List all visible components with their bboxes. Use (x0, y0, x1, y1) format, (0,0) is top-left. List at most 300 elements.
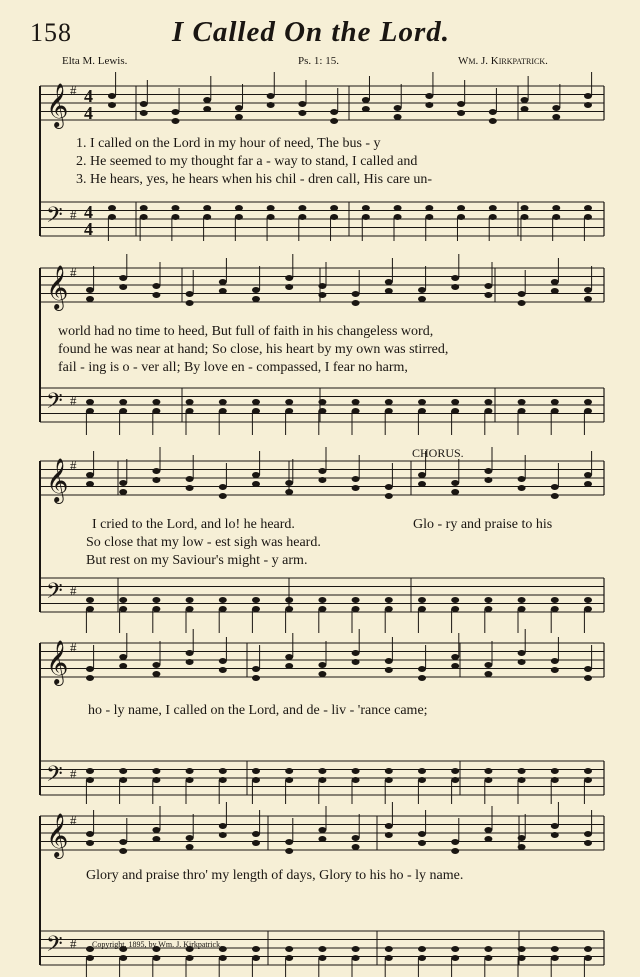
note-head (418, 481, 426, 487)
note-head (285, 275, 293, 281)
note-head (418, 777, 426, 783)
note-head (219, 484, 227, 490)
note-head (285, 654, 293, 660)
note-head (152, 408, 160, 414)
note-head (203, 214, 211, 220)
note-head (252, 597, 260, 603)
note-head (119, 284, 127, 290)
note-head (285, 663, 293, 669)
note-head (219, 823, 227, 829)
note-head (318, 836, 326, 842)
note-head (425, 93, 433, 99)
note-head (418, 768, 426, 774)
note-head (362, 97, 370, 103)
note-head (219, 768, 227, 774)
note-head (119, 839, 127, 845)
note-head (484, 408, 492, 414)
time-signature-digit: 4 (84, 219, 93, 239)
bass-clef: 𝄢 (46, 389, 63, 419)
note-head (418, 606, 426, 612)
note-head (285, 848, 293, 854)
note-head (86, 606, 94, 612)
note-head (385, 768, 393, 774)
note-head (418, 296, 426, 302)
note-head (518, 844, 526, 850)
note-head (551, 777, 559, 783)
note-head (252, 666, 260, 672)
note-head (584, 946, 592, 952)
note-head (385, 597, 393, 603)
note-head (285, 946, 293, 952)
sharp-sign: # (70, 583, 77, 598)
note-head (219, 493, 227, 499)
bass-clef: 𝄢 (46, 203, 63, 233)
note-head (152, 777, 160, 783)
note-head (584, 102, 592, 108)
note-head (186, 844, 194, 850)
note-head (219, 408, 227, 414)
note-head (318, 468, 326, 474)
time-signature-digit: 4 (84, 86, 93, 106)
note-head (584, 205, 592, 211)
note-head (484, 768, 492, 774)
note-head (584, 214, 592, 220)
note-head (484, 292, 492, 298)
note-head (385, 408, 393, 414)
note-head (551, 606, 559, 612)
note-head (152, 399, 160, 405)
note-head (584, 768, 592, 774)
note-head (352, 408, 360, 414)
note-head (457, 214, 465, 220)
treble-clef: 𝄞 (46, 813, 69, 857)
note-head (484, 955, 492, 961)
note-head (318, 671, 326, 677)
note-head (235, 105, 243, 111)
note-head (484, 777, 492, 783)
note-head (352, 659, 360, 665)
note-head (352, 606, 360, 612)
note-head (418, 472, 426, 478)
chorus-label: CHORUS. (412, 446, 464, 460)
note-head (584, 296, 592, 302)
note-head (171, 205, 179, 211)
note-head (518, 399, 526, 405)
note-head (352, 485, 360, 491)
note-head (518, 291, 526, 297)
note-head (252, 831, 260, 837)
note-head (518, 955, 526, 961)
note-head (518, 300, 526, 306)
note-head (285, 768, 293, 774)
note-head (119, 399, 127, 405)
note-head (252, 296, 260, 302)
note-head (186, 659, 194, 665)
note-head (285, 489, 293, 495)
note-head (119, 768, 127, 774)
note-head (552, 205, 560, 211)
chorus-line-2: ho - ly name, I called on the Lord, and de - liv - 'rance came; (88, 703, 428, 718)
note-head (252, 955, 260, 961)
verse-3-line-1: 3. He hears, yes, he hears when his chil - dren call, His care un- (76, 172, 433, 187)
sharp-sign: # (70, 766, 77, 781)
note-head (457, 101, 465, 107)
note-head (451, 480, 459, 486)
note-head (285, 606, 293, 612)
note-head (518, 606, 526, 612)
sharp-sign: # (70, 640, 77, 655)
note-head (219, 279, 227, 285)
note-head (186, 399, 194, 405)
note-head (385, 667, 393, 673)
note-head (119, 777, 127, 783)
note-head (451, 848, 459, 854)
note-head (252, 481, 260, 487)
note-head (352, 650, 360, 656)
sharp-sign: # (70, 936, 77, 951)
note-head (551, 493, 559, 499)
note-head (451, 597, 459, 603)
note-head (418, 408, 426, 414)
note-head (219, 667, 227, 673)
note-head (451, 606, 459, 612)
note-head (86, 840, 94, 846)
note-head (418, 840, 426, 846)
note-head (285, 284, 293, 290)
note-head (418, 399, 426, 405)
treble-clef: 𝄞 (46, 640, 69, 684)
note-head (362, 106, 370, 112)
note-head (119, 597, 127, 603)
note-head (219, 777, 227, 783)
note-head (86, 675, 94, 681)
note-head (298, 214, 306, 220)
note-head (235, 114, 243, 120)
note-head (252, 472, 260, 478)
note-head (352, 597, 360, 603)
note-head (451, 955, 459, 961)
note-head (86, 768, 94, 774)
note-head (551, 408, 559, 414)
note-head (584, 675, 592, 681)
note-head (552, 105, 560, 111)
note-head (484, 468, 492, 474)
note-head (318, 777, 326, 783)
note-head (418, 675, 426, 681)
note-head (119, 955, 127, 961)
note-head (385, 946, 393, 952)
note-head (551, 399, 559, 405)
note-head (352, 835, 360, 841)
note-head (552, 114, 560, 120)
note-head (86, 472, 94, 478)
time-signature-digit: 4 (84, 103, 93, 123)
sharp-sign: # (70, 813, 77, 828)
verse-3-line-2: fail - ing is o - ver all; By love en - compassed, I fear no harm, (58, 360, 408, 375)
note-head (108, 205, 116, 211)
note-head (484, 597, 492, 603)
note-head (385, 279, 393, 285)
note-head (457, 110, 465, 116)
note-head (152, 662, 160, 668)
note-head (484, 836, 492, 842)
note-head (108, 93, 116, 99)
note-head (86, 777, 94, 783)
note-head (219, 399, 227, 405)
note-head (489, 118, 497, 124)
note-head (484, 671, 492, 677)
note-head (551, 823, 559, 829)
note-head (119, 654, 127, 660)
note-head (489, 109, 497, 115)
note-head (152, 955, 160, 961)
note-head (484, 606, 492, 612)
note-head (171, 109, 179, 115)
verse-2-line-1: 2. He seemed to my thought far a - way to stand, I called and (76, 154, 418, 169)
note-head (551, 955, 559, 961)
note-head (457, 205, 465, 211)
note-head (318, 399, 326, 405)
note-head (484, 399, 492, 405)
note-head (119, 848, 127, 854)
note-head (394, 214, 402, 220)
note-head (108, 214, 116, 220)
note-head (489, 205, 497, 211)
note-head (186, 597, 194, 603)
note-head (518, 659, 526, 665)
note-head (186, 291, 194, 297)
note-head (418, 287, 426, 293)
note-head (489, 214, 497, 220)
note-head (484, 827, 492, 833)
note-head (318, 946, 326, 952)
note-head (518, 946, 526, 952)
note-head (518, 768, 526, 774)
note-head (219, 658, 227, 664)
scripture-reference: Ps. 1: 15. (298, 55, 339, 67)
note-head (521, 214, 529, 220)
note-head (285, 777, 293, 783)
time-signature-digit: 4 (84, 202, 93, 222)
note-head (518, 408, 526, 414)
note-head (385, 823, 393, 829)
note-head (86, 831, 94, 837)
note-head (551, 832, 559, 838)
verse-3-line-3: But rest on my Saviour's might - y arm. (86, 553, 308, 568)
note-head (298, 205, 306, 211)
note-head (551, 288, 559, 294)
note-head (318, 283, 326, 289)
note-head (318, 292, 326, 298)
note-head (152, 827, 160, 833)
sharp-sign: # (70, 458, 77, 473)
note-head (140, 214, 148, 220)
lyricist-credit: Elta M. Lewis. (62, 55, 128, 67)
verse-2-line-3: So close that my low - est sigh was heard. (86, 535, 321, 550)
note-head (394, 205, 402, 211)
page-number: 158 (30, 18, 72, 47)
treble-clef: 𝄞 (46, 265, 69, 309)
note-head (318, 955, 326, 961)
note-head (171, 214, 179, 220)
note-head (318, 597, 326, 603)
note-head (451, 946, 459, 952)
copyright-notice: Copyright, 1895, by Wm. J. Kirkpatrick. (92, 940, 223, 949)
note-head (86, 955, 94, 961)
note-head (235, 214, 243, 220)
note-head (584, 955, 592, 961)
note-head (451, 489, 459, 495)
note-head (551, 768, 559, 774)
note-head (330, 214, 338, 220)
note-head (584, 831, 592, 837)
note-head (451, 399, 459, 405)
note-head (418, 955, 426, 961)
note-head (552, 214, 560, 220)
note-head (418, 597, 426, 603)
note-head (484, 662, 492, 668)
note-head (86, 399, 94, 405)
note-head (267, 93, 275, 99)
note-head (219, 955, 227, 961)
note-head (518, 777, 526, 783)
sharp-sign: # (70, 83, 77, 98)
sharp-sign: # (70, 207, 77, 222)
note-head (235, 205, 243, 211)
note-head (140, 101, 148, 107)
note-head (252, 287, 260, 293)
note-head (267, 102, 275, 108)
verse-1-line-1: 1. I called on the Lord in my hour of need, The bus - y (76, 136, 381, 151)
note-head (186, 835, 194, 841)
note-head (152, 477, 160, 483)
note-head (518, 650, 526, 656)
note-head (584, 777, 592, 783)
note-head (385, 288, 393, 294)
note-head (252, 768, 260, 774)
note-head (86, 287, 94, 293)
note-head (152, 768, 160, 774)
chorus-line-1: Glo - ry and praise to his (413, 517, 553, 532)
note-head (186, 476, 194, 482)
note-head (418, 666, 426, 672)
note-head (451, 839, 459, 845)
note-head (86, 666, 94, 672)
note-head (518, 597, 526, 603)
note-head (252, 675, 260, 681)
note-head (521, 97, 529, 103)
note-head (584, 93, 592, 99)
note-head (584, 408, 592, 414)
note-head (119, 606, 127, 612)
note-head (267, 205, 275, 211)
note-head (285, 480, 293, 486)
note-head (584, 287, 592, 293)
note-head (352, 844, 360, 850)
note-head (394, 114, 402, 120)
note-head (451, 768, 459, 774)
note-head (352, 476, 360, 482)
note-head (451, 275, 459, 281)
note-head (219, 597, 227, 603)
note-head (152, 597, 160, 603)
note-head (285, 839, 293, 845)
note-head (285, 408, 293, 414)
note-head (203, 106, 211, 112)
note-head (362, 214, 370, 220)
note-head (518, 485, 526, 491)
note-head (203, 205, 211, 211)
note-head (285, 597, 293, 603)
note-head (267, 214, 275, 220)
note-head (186, 955, 194, 961)
note-head (484, 283, 492, 289)
hymn-title: I Called On the Lord. (172, 16, 450, 48)
note-head (352, 946, 360, 952)
note-head (330, 118, 338, 124)
note-head (385, 658, 393, 664)
note-head (352, 291, 360, 297)
note-head (451, 663, 459, 669)
note-head (171, 118, 179, 124)
note-head (330, 205, 338, 211)
note-head (584, 606, 592, 612)
note-head (418, 946, 426, 952)
note-head (186, 606, 194, 612)
note-head (584, 399, 592, 405)
note-head (186, 408, 194, 414)
note-head (318, 827, 326, 833)
note-head (418, 831, 426, 837)
note-head (203, 97, 211, 103)
note-head (119, 408, 127, 414)
sharp-sign: # (70, 265, 77, 280)
note-head (362, 205, 370, 211)
note-head (518, 476, 526, 482)
note-head (484, 477, 492, 483)
note-head (140, 110, 148, 116)
note-head (186, 650, 194, 656)
note-head (352, 768, 360, 774)
note-head (186, 485, 194, 491)
note-head (119, 489, 127, 495)
note-head (318, 768, 326, 774)
note-head (584, 597, 592, 603)
bass-clef: 𝄢 (46, 762, 63, 792)
note-head (252, 840, 260, 846)
note-head (252, 946, 260, 952)
note-head (385, 484, 393, 490)
note-head (119, 663, 127, 669)
verse-1-line-2: world had no time to heed, But full of faith in his changeless word, (58, 324, 434, 339)
note-head (318, 662, 326, 668)
note-head (252, 408, 260, 414)
note-head (252, 606, 260, 612)
treble-clef: 𝄞 (46, 458, 69, 502)
note-head (285, 399, 293, 405)
note-head (219, 832, 227, 838)
note-head (86, 296, 94, 302)
note-head (521, 106, 529, 112)
note-head (219, 288, 227, 294)
note-head (385, 606, 393, 612)
note-head (451, 408, 459, 414)
note-head (551, 484, 559, 490)
note-head (451, 284, 459, 290)
note-head (385, 955, 393, 961)
note-head (584, 472, 592, 478)
note-head (152, 671, 160, 677)
